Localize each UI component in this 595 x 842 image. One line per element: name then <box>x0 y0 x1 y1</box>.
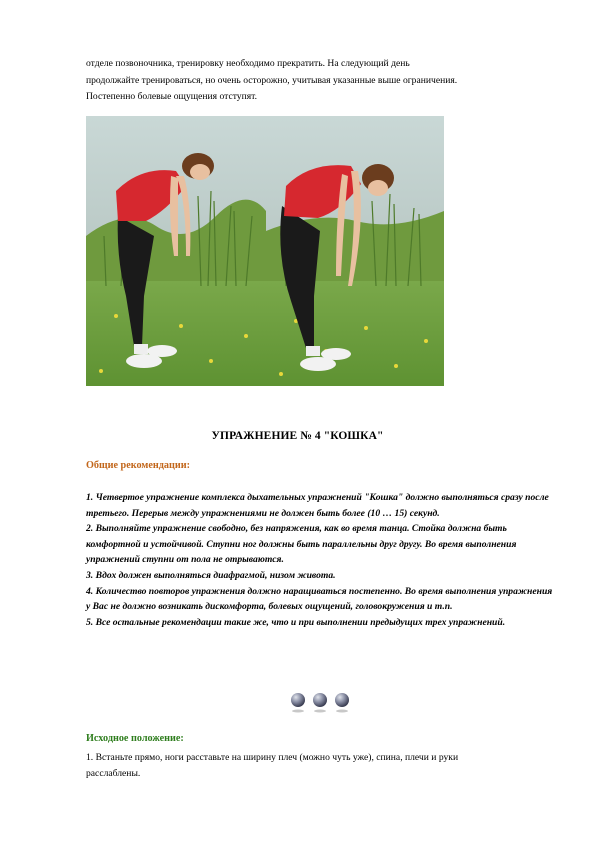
exercise-title: УПРАЖНЕНИЕ № 4 "КОШКА" <box>211 430 384 442</box>
recommendation-item: 2. Выполняйте упражнение свободно, без напряжения, как во время танца. Стойка должна быть комфортной и устойчивой. Ступни ног должны быть параллельны друг другу. Во время выполнения упражнений ступни от пола не отрываются. <box>86 523 517 566</box>
intro-line: отделе позвоночника, тренировку необходимо прекратить. На следующий день <box>86 58 410 69</box>
sphere-icon <box>291 693 305 713</box>
recommendation-item: 4. Количество повторов упражнения должно наращиваться постепенно. Во время выполнения упражнения у Вас не должно возникать дискомфорта, болевых ощущений, головокружения и т.п. <box>86 585 553 613</box>
recommendation-item: 5. Все остальные рекомендации такие же, что и при выполнении предыдущих трех упражнений. <box>86 616 506 628</box>
sphere-icon <box>313 693 327 713</box>
start-position-paragraph <box>86 750 556 782</box>
recommendation-item: 1. Четвертое упражнение комплекса дыхательных упражнений "Кошка" должно выполняться сразу после третьего. Перерыв между упражнениями не должен быть более (10 … 15) секунд. <box>86 492 549 519</box>
intro-line: продолжайте тренироваться, но очень осторожно, учитывая указанные выше ограничения. <box>86 74 458 86</box>
start-line: расслаблены. <box>86 768 141 779</box>
recommendations-list <box>86 490 556 630</box>
recommendation-item: 3. Вдох должен выполняться диафрагмой, низом живота. <box>86 569 336 581</box>
intro-line: Постепенно болевые ощущения отступят. <box>86 91 257 102</box>
general-recommendations-heading: Общие рекомендации: <box>86 460 190 471</box>
decorative-dots-divider <box>289 690 351 714</box>
photo-panel-left <box>86 116 266 386</box>
sphere-icon <box>335 693 349 713</box>
exercise-photo <box>86 116 444 386</box>
start-line: 1. Встаньте прямо, ноги расставьте на ширину плеч (можно чуть уже), спина, плечи и руки <box>86 752 459 763</box>
photo-panel-right <box>266 116 444 386</box>
start-position-heading: Исходное положение: <box>86 733 184 744</box>
intro-paragraph <box>86 56 556 106</box>
